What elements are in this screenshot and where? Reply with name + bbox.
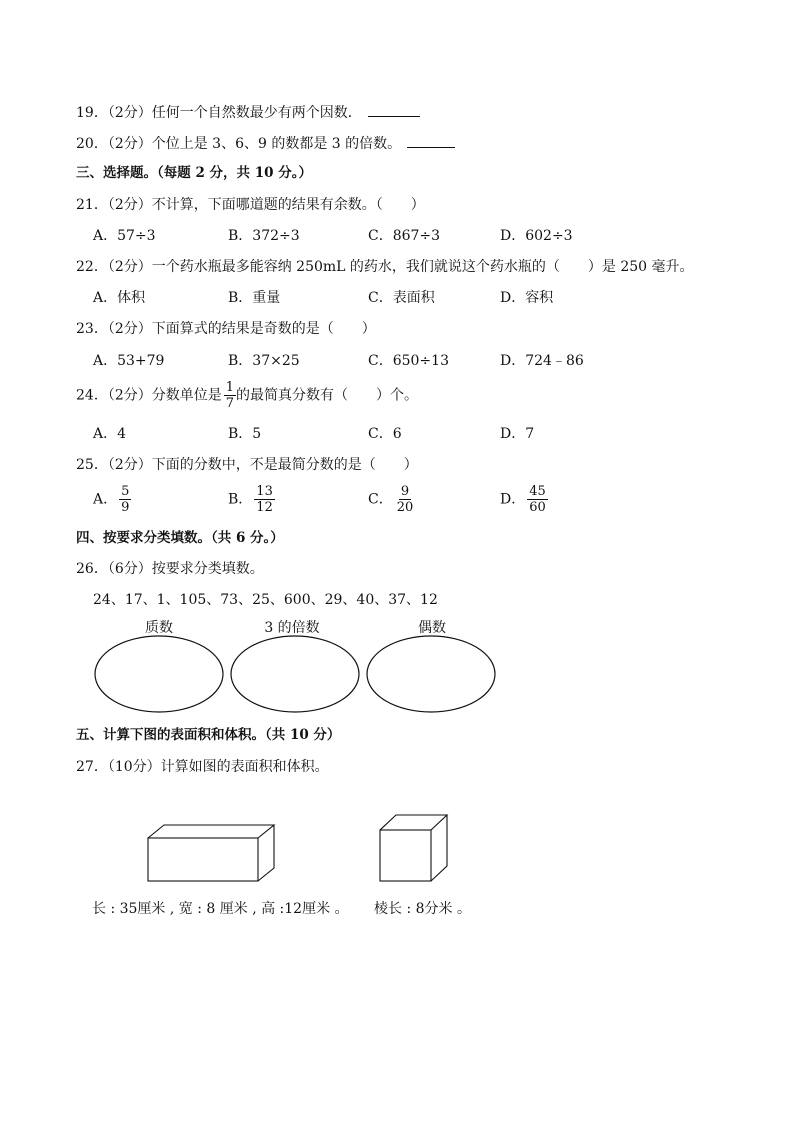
cuboid-figure bbox=[148, 825, 274, 881]
option-letter: A． bbox=[93, 491, 118, 508]
section-3-title: 三、选择题。（每题 2 分，共 10 分。） bbox=[76, 165, 312, 181]
q21-option-a[interactable]: A．57÷3 bbox=[93, 228, 156, 244]
question-21: 21．（2分）不计算，下面哪道题的结果有余数。（ ） bbox=[76, 197, 425, 213]
number-list: 24、17、1、105、73、25、600、29、40、37、12 bbox=[93, 592, 438, 608]
q24-option-c[interactable]: C．6 bbox=[368, 426, 402, 442]
q21-option-d[interactable]: D．602÷3 bbox=[500, 228, 573, 244]
section-5-title: 五、计算下图的表面积和体积。（共 10 分） bbox=[76, 727, 341, 743]
q23-option-a[interactable]: A．53+79 bbox=[93, 353, 165, 369]
q21-option-c[interactable]: C．867÷3 bbox=[368, 228, 441, 244]
question-24-text-before: 24．（2分）分数单位是 bbox=[76, 387, 222, 404]
question-24-text-after: 的最简真分数有（ ）个。 bbox=[236, 387, 419, 404]
q23-option-b[interactable]: B．37×25 bbox=[228, 353, 300, 369]
question-22: 22．（2分）一个药水瓶最多能容纳 250mL 的药水，我们就说这个药水瓶的（ ）是 250 毫升。 bbox=[76, 259, 694, 275]
q23-option-c[interactable]: C．650÷13 bbox=[368, 353, 449, 369]
cube-figure bbox=[380, 815, 447, 881]
option-letter: C． bbox=[368, 491, 393, 508]
option-letter: D． bbox=[500, 491, 526, 508]
fraction-denominator: 60 bbox=[529, 500, 546, 515]
category-label-multiple-of-3: 3 的倍数 bbox=[264, 620, 320, 636]
question-25: 25．（2分）下面的分数中，不是最简分数的是（ ） bbox=[76, 457, 418, 473]
q21-option-b[interactable]: B．372÷3 bbox=[228, 228, 300, 244]
fraction-numerator: 5 bbox=[121, 484, 130, 499]
fraction-denominator: 20 bbox=[396, 500, 414, 515]
fraction-denominator: 9 bbox=[121, 500, 130, 515]
question-20-text: 20．（2分）个位上是 3、6、9 的数都是 3 的倍数。 bbox=[76, 136, 402, 152]
category-label-even: 偶数 bbox=[418, 620, 446, 636]
cuboid-caption: 长 : 35厘米 , 宽 : 8 厘米 , 高 :12厘米 。 bbox=[92, 901, 349, 917]
section-4-title: 四、按要求分类填数。（共 6 分。） bbox=[76, 530, 284, 546]
fraction-numerator: 1 bbox=[225, 380, 235, 395]
fraction-numerator: 13 bbox=[256, 484, 273, 499]
cube-caption: 棱长 : 8分米 。 bbox=[374, 901, 471, 917]
q22-option-a[interactable]: A．体积 bbox=[93, 290, 146, 306]
question-23: 23．（2分）下面算式的结果是奇数的是（ ） bbox=[76, 321, 376, 337]
q24-option-d[interactable]: D．7 bbox=[500, 426, 535, 442]
q24-option-b[interactable]: B．5 bbox=[228, 426, 262, 442]
question-26: 26．（6分）按要求分类填数。 bbox=[76, 561, 264, 577]
category-label-prime: 质数 bbox=[145, 620, 173, 636]
q23-option-d[interactable]: D．724﹣86 bbox=[500, 353, 584, 369]
fraction-numerator: 9 bbox=[400, 484, 410, 499]
q22-option-b[interactable]: B．重量 bbox=[228, 290, 281, 306]
fraction-numerator: 45 bbox=[529, 484, 546, 499]
q22-option-c[interactable]: C．表面积 bbox=[368, 290, 435, 306]
fraction-denominator: 12 bbox=[256, 500, 273, 515]
question-27: 27．（10分）计算如图的表面积和体积。 bbox=[76, 759, 329, 775]
question-19-text: 19．（2分）任何一个自然数最少有两个因数． bbox=[76, 105, 362, 121]
q24-option-a[interactable]: A．4 bbox=[93, 426, 127, 442]
q22-option-d[interactable]: D．容积 bbox=[500, 290, 554, 306]
option-letter: B． bbox=[228, 491, 253, 508]
fraction-denominator: 7 bbox=[225, 396, 235, 411]
